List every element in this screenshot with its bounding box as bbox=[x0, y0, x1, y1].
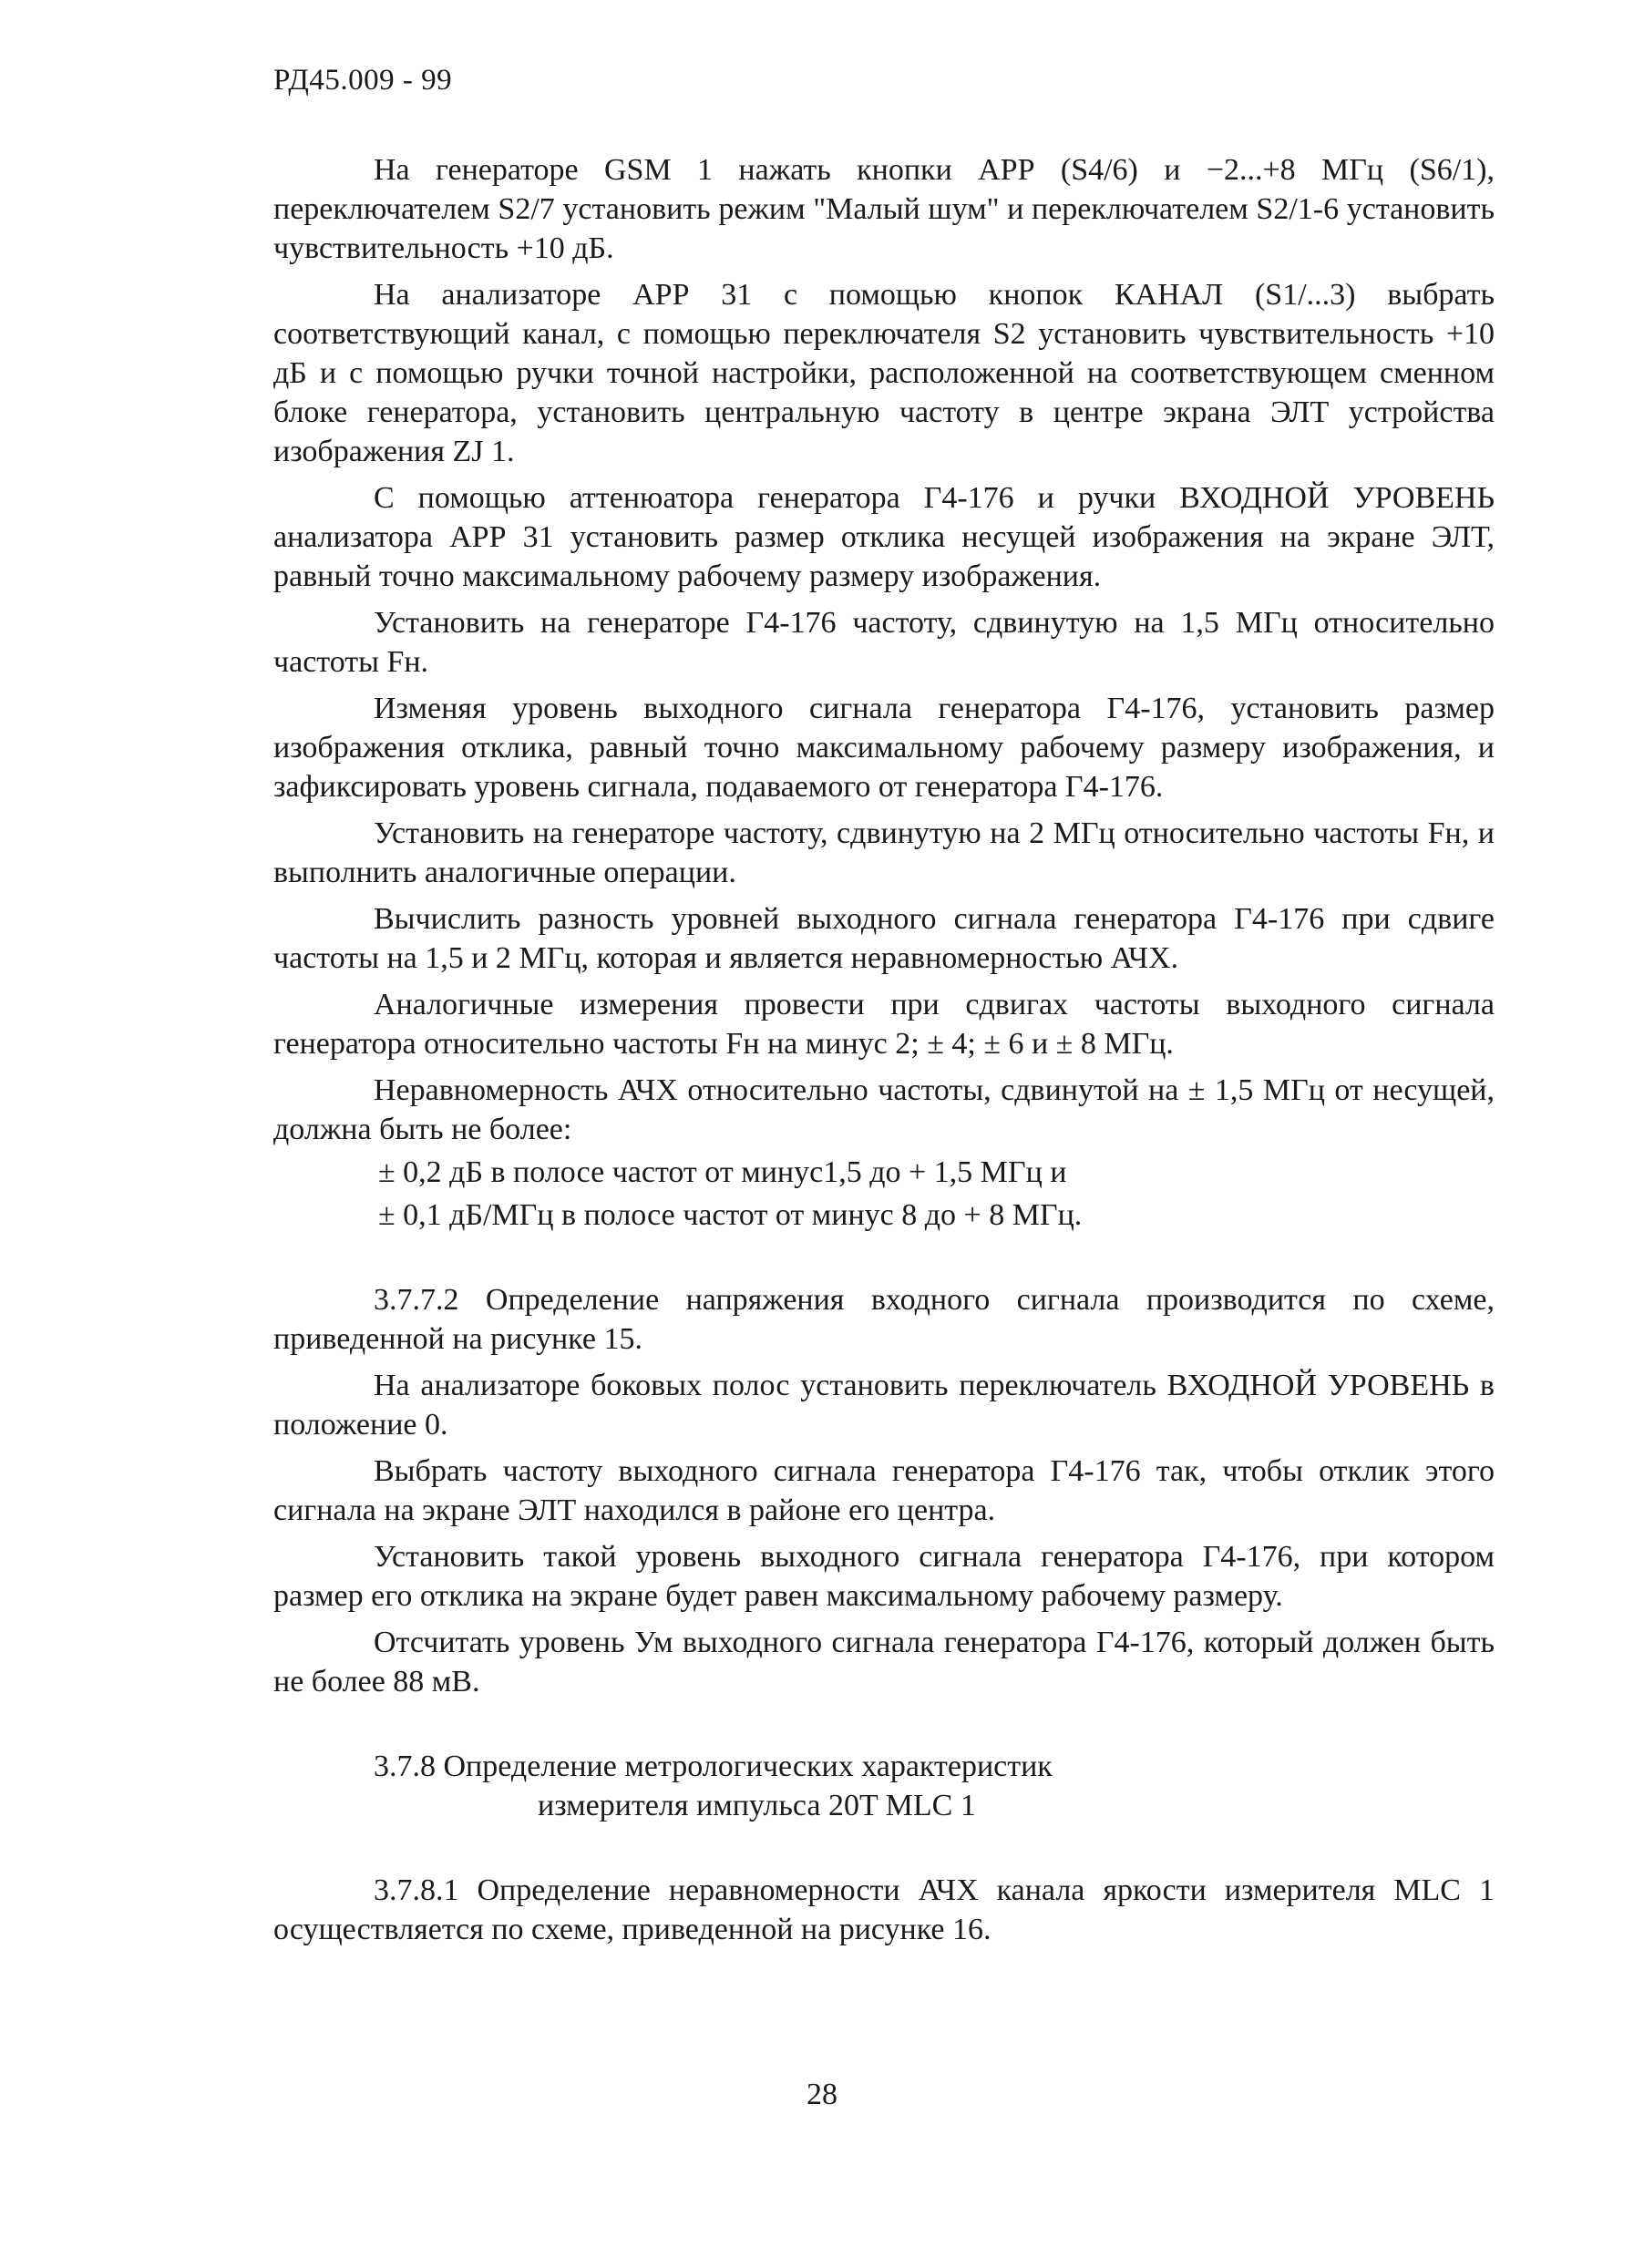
paragraph: Отсчитать уровень Ум выходного сигнала генератора Г4-176, который должен быть не более 88 мВ. bbox=[273, 1626, 1495, 1698]
paragraph: Установить на генераторе частоту, сдвинутую на 2 МГц относительно частоты Fн, и выполнить аналогичные операции. bbox=[273, 816, 1495, 889]
page-number: 28 bbox=[807, 2078, 837, 2111]
paragraph: Изменяя уровень выходного сигнала генератора Г4-176, установить размер изображения отклика, равный точно максимальному рабочему размеру изображения, и зафиксировать уровень сигнала, подаваемого от генератора Г4-176. bbox=[273, 692, 1495, 804]
paragraph: На анализаторе АРР 31 с помощью кнопок КАНАЛ (S1/...3) выбрать соответствующий канал, с помощью переключателя S2 установить чувствительность +10 дБ и с помощью ручки точной настройки, расположенной на соответствующем сменном блоке генератора, установить центральную частоту в центре экрана ЭЛТ устройства изображения ZJ 1. bbox=[273, 278, 1495, 468]
clause-3-7-8-1: 3.7.8.1 Определение неравномерности АЧХ канала яркости измерителя MLC 1 осуществляется по схеме, приведенной на рисунке 16. bbox=[273, 1873, 1495, 1946]
section-heading-line: измерителя импульса 20T MLC 1 bbox=[538, 1789, 976, 1822]
section-heading-3-7-8 bbox=[273, 1747, 1495, 1825]
paragraph: Выбрать частоту выходного сигнала генератора Г4-176 так, чтобы отклик этого сигнала на экране ЭЛТ находился в районе его центра. bbox=[273, 1454, 1495, 1527]
paragraph: На анализаторе боковых полос установить переключатель ВХОДНОЙ УРОВЕНЬ в положение 0. bbox=[273, 1369, 1495, 1442]
paragraph: Аналогичные измерения провести при сдвигах частоты выходного сигнала генератора относительно частоты Fн на минус 2; ± 4; ± 6 и ± 8 МГц. bbox=[273, 988, 1495, 1061]
paragraph: С помощью аттенюатора генератора Г4-176 и ручки ВХОДНОЙ УРОВЕНЬ анализатора АРР 31 установить размер отклика несущей изображения на экране ЭЛТ, равный точно максимальному рабочему размеру изображения. bbox=[273, 481, 1495, 593]
document-code-header: РД45.009 - 99 bbox=[273, 64, 453, 97]
clause-3-7-7-2: 3.7.7.2 Определение напряжения входного сигнала производится по схеме, приведенной на рисунке 15. bbox=[273, 1283, 1495, 1356]
paragraph: Неравномерность АЧХ относительно частоты, сдвинутой на ± 1,5 МГц от несущей, должна быть не более: bbox=[273, 1073, 1495, 1146]
paragraph: Установить такой уровень выходного сигнала генератора Г4-176, при котором размер его отклика на экране будет равен максимальному рабочему размеру. bbox=[273, 1540, 1495, 1613]
paragraph: Вычислить разность уровней выходного сигнала генератора Г4-176 при сдвиге частоты на 1,5 и 2 МГц, которая и является неравномерностью АЧХ. bbox=[273, 902, 1495, 975]
tolerance-line: ± 0,1 дБ/МГц в полосе частот от минус 8 до + 8 МГц. bbox=[378, 1198, 1083, 1232]
section-heading-line: 3.7.8 Определение метрологических характеристик bbox=[374, 1750, 1053, 1783]
document-body bbox=[273, 150, 1495, 1956]
paragraph: На генераторе GSM 1 нажать кнопки АРР (S4/6) и −2...+8 МГц (S6/1), переключателем S2/7 установить режим "Малый шум" и переключателем S2/1-6 установить чувствительность +10 дБ. bbox=[273, 153, 1495, 265]
tolerance-line: ± 0,2 дБ в полосе частот от минус1,5 до + 1,5 МГц и bbox=[378, 1155, 1067, 1189]
paragraph: Установить на генераторе Г4-176 частоту, сдвинутую на 1,5 МГц относительно частоты Fн. bbox=[273, 606, 1495, 679]
